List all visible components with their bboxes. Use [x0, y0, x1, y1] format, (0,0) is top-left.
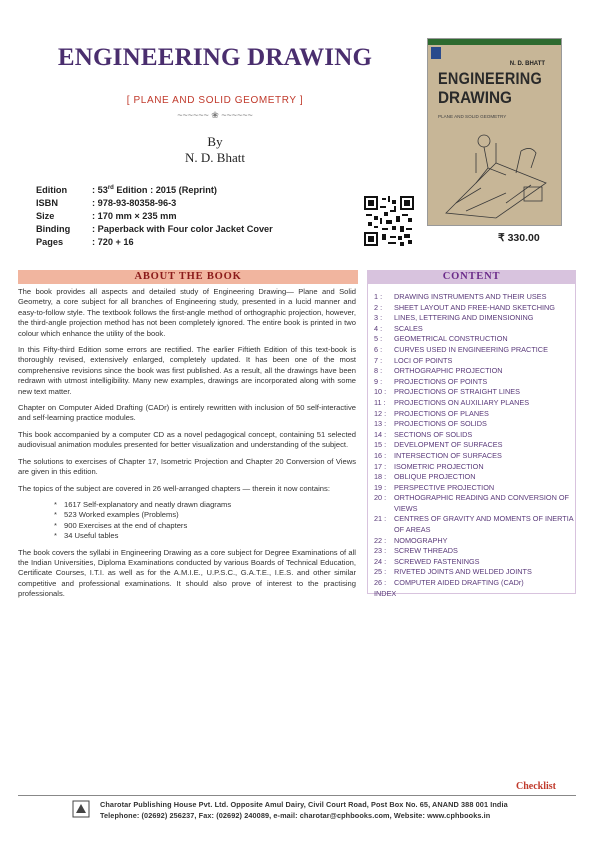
toc-title: SCALES	[394, 323, 423, 333]
spec-label: Size	[36, 211, 55, 221]
list-item	[374, 419, 574, 430]
toc-number: 20 :	[374, 493, 387, 503]
about-paragraph: The topics of the subject are covered in 26 well-arranged chapters — therein it now contains:	[18, 483, 330, 493]
toc-title: INTERSECTION OF SURFACES	[394, 450, 502, 460]
spec-label: Edition	[36, 185, 68, 196]
list-item	[374, 303, 574, 314]
toc-title: ORTHOGRAPHIC PROJECTION	[394, 366, 503, 376]
list-item	[374, 589, 574, 600]
cover-band	[428, 39, 561, 45]
list-item	[374, 567, 574, 578]
toc-number: 22 :	[374, 535, 387, 545]
about-body	[18, 287, 356, 606]
spec-label: Binding	[36, 224, 71, 234]
list-item	[374, 536, 574, 547]
list-item: * 1617 Self-explanatory and neatly drawn diagrams	[54, 500, 356, 510]
book-cover-image	[427, 38, 562, 226]
list-item: * 34 Useful tables	[54, 531, 356, 541]
toc-title: GEOMETRICAL CONSTRUCTION	[394, 334, 508, 344]
toc-number: 1 :	[374, 292, 383, 301]
cover-subtitle: PLANE AND SOLID GEOMETRY	[438, 114, 507, 119]
drafting-illustration-icon	[436, 123, 554, 223]
toc-number: 3 :	[374, 313, 383, 323]
list-item	[374, 398, 574, 409]
toc-title: PROJECTIONS OF SOLIDS	[394, 419, 487, 429]
cover-author: N. D. BHATT	[509, 61, 545, 67]
toc-title: OBLIQUE PROJECTION	[394, 472, 476, 482]
toc-number: 23 :	[374, 546, 387, 556]
spec-pages	[36, 237, 134, 247]
list-item	[374, 345, 574, 356]
spec-label: Pages	[36, 237, 64, 247]
toc-title: ORTHOGRAPHIC READING AND CONVERSION OF VIEWS	[394, 493, 570, 513]
toc-title: DEVELOPMENT OF SURFACES	[394, 440, 503, 450]
list-item	[374, 462, 574, 473]
footer-contact: Telephone: (02692) 256237, Fax: (02692) 240089, e-mail: charotar@cphbooks.com, Website: www.cphbooks.in	[100, 811, 491, 820]
footer-address: Charotar Publishing House Pvt. Ltd. Opposite Amul Dairy, Civil Court Road, Post Box No. 65, ANAND 388 001 India	[100, 800, 508, 809]
toc-number: 7 :	[374, 355, 383, 365]
toc-title: NOMOGRAPHY	[394, 535, 448, 545]
toc-number: 21 :	[374, 514, 387, 524]
by-label: By	[207, 134, 223, 149]
list-item: * 900 Exercises at the end of chapters	[54, 521, 356, 531]
spec-edition	[36, 185, 217, 195]
toc-title: PROJECTIONS OF POINTS	[394, 376, 488, 386]
list-item	[374, 546, 574, 557]
footer-divider	[18, 795, 576, 796]
about-paragraph: In this Fifty-third Edition some errors are rectified. The earlier Fiftieth Edition of this text-book is thoroughly revised, extensively enlarged, completely updated. It has been one of the most comprehensive revisions since the book was first published. As a result, all the drawings have been redrawn with utmost intelligibility. Many new examples, drawings are incorporated along with some new text matter.	[18, 345, 356, 396]
toc-title: PROJECTIONS OF PLANES	[394, 408, 489, 418]
toc-number: 12 :	[374, 408, 387, 418]
about-paragraph: The book covers the syllabi in Engineering Drawing as a core subject for Degree Examinations of all the Indian Universities, Diploma Examinations conducted by various Boards of Technical Education, Certificate Courses, I.T.I. as well as for the A.M.I.E., U.P.S.C., G.A.T.E., I.E.S. and other similar competitive and professional examinations. It should also prove of interest to the practising professionals.	[18, 547, 356, 599]
spec-binding	[36, 224, 273, 234]
toc-number: 15 :	[374, 440, 387, 450]
spec-size	[36, 211, 177, 221]
toc-title: PROJECTIONS OF STRAIGHT LINES	[394, 387, 520, 397]
list-item	[374, 472, 574, 483]
list-item	[374, 292, 574, 303]
spec-value: : 978-93-80358-96-3	[92, 198, 177, 208]
about-heading: ABOUT THE BOOK	[18, 270, 358, 284]
toc-number: 13 :	[374, 419, 387, 429]
toc-title: SCREW THREADS	[394, 546, 458, 556]
toc-title: LOCI OF POINTS	[394, 355, 453, 365]
toc-title: PERSPECTIVE PROJECTION	[394, 482, 495, 492]
toc-number: 5 :	[374, 334, 383, 344]
list-item	[374, 430, 574, 441]
checklist-link[interactable]: Checklist	[516, 781, 556, 792]
list-item	[374, 334, 574, 345]
price: ₹ 330.00	[498, 232, 540, 244]
toc-number: 25 :	[374, 567, 387, 577]
about-paragraph: This book accompanied by a computer CD as a novel pedagogical concept, containing 51 selected audiovisual animation modules presented for better visualization and understanding of the subject.	[18, 429, 356, 450]
list-item	[374, 387, 574, 398]
toc-number: 18 :	[374, 472, 387, 482]
list-item	[374, 409, 574, 420]
toc-number: 14 :	[374, 429, 387, 439]
toc-title: RIVETED JOINTS AND WELDED JOINTS	[394, 567, 532, 577]
toc-number: 19 :	[374, 482, 387, 492]
toc-title: SECTIONS OF SOLIDS	[394, 429, 473, 439]
list-item	[374, 493, 574, 514]
content-heading: CONTENT	[367, 270, 576, 284]
list-item	[374, 451, 574, 462]
book-subtitle: [ PLANE AND SOLID GEOMETRY ]	[126, 95, 304, 106]
about-bullet-list	[54, 500, 356, 542]
toc-number: 10 :	[374, 387, 387, 397]
toc-number: 4 :	[374, 323, 383, 333]
spec-value: : 720 + 16	[92, 237, 134, 247]
cover-title-line1: ENGINEERING	[438, 69, 542, 88]
toc-number: 8 :	[374, 366, 383, 376]
list-item	[374, 377, 574, 388]
about-paragraph: The solutions to exercises of Chapter 17, Isometric Projection and Chapter 20 Conversion of Views are given in this edition.	[18, 456, 356, 477]
ornament-divider: ~~~~~~ ❀ ~~~~~~	[177, 110, 253, 120]
list-item	[374, 578, 574, 589]
toc-number: 24 :	[374, 556, 387, 566]
spec-isbn	[36, 198, 176, 208]
spec-value: : 53rd Edition : 2015 (Reprint)	[92, 185, 217, 196]
spec-value: : 170 mm × 235 mm	[92, 211, 177, 221]
list-item	[374, 483, 574, 494]
list-item	[374, 557, 574, 568]
publisher-logo-icon	[72, 800, 90, 818]
toc-title: LINES, LETTERING AND DIMENSIONING	[394, 313, 534, 323]
list-item	[374, 356, 574, 367]
toc-title: CENTRES OF GRAVITY AND MOMENTS OF INERTIA OF AREAS	[394, 514, 574, 535]
toc-number: 16 :	[374, 450, 387, 460]
toc-number: 11 :	[374, 397, 386, 407]
author-name: N. D. Bhatt	[185, 150, 245, 165]
list-item: * 523 Worked examples (Problems)	[54, 510, 356, 520]
toc-title: SHEET LAYOUT AND FREE-HAND SKETCHING	[394, 302, 555, 312]
publisher-logo-icon	[431, 47, 441, 59]
spec-value: : Paperback with Four color Jacket Cover	[92, 224, 273, 234]
spec-label: ISBN	[36, 198, 58, 208]
toc-number: 17 :	[374, 461, 387, 471]
toc-title: ISOMETRIC PROJECTION	[394, 461, 484, 471]
cover-title-line2: DRAWING	[438, 88, 512, 107]
toc-title: INDEX	[374, 588, 397, 598]
list-item	[374, 514, 574, 535]
toc-title: PROJECTIONS ON AUXILIARY PLANES	[394, 397, 530, 407]
list-item	[374, 366, 574, 377]
toc-title: CURVES USED IN ENGINEERING PRACTICE	[394, 344, 548, 354]
toc-title: COMPUTER AIDED DRAFTING (CADr)	[394, 578, 524, 588]
toc-title: SCREWED FASTENINGS	[394, 556, 480, 566]
toc-title: DRAWING INSTRUMENTS AND THEIR USES	[394, 292, 547, 301]
book-title: ENGINEERING DRAWING	[57, 44, 373, 71]
list-item	[374, 313, 574, 324]
toc-number: 26 :	[374, 578, 387, 588]
about-paragraph: The book provides all aspects and detailed study of Engineering Drawing— Plane and Solid Geometry, a core subject for all branches of Engineering study, presented in a lucid manner and easy-to-follow style. The textbook follows the first-angle method of orthographic projection, however, the third-angle projection method has not been completely ignored. The entire book is printed in two colour which enhance the utility of the book.	[18, 287, 356, 338]
toc-number: 2 :	[374, 302, 383, 312]
list-item	[374, 440, 574, 451]
toc-number: 9 :	[374, 376, 383, 386]
list-item	[374, 324, 574, 335]
about-paragraph: Chapter on Computer Aided Drafting (CADr) is entirely rewritten with inclusion of 50 self-interactive and self-learning practice modules.	[18, 403, 356, 423]
toc-number: 6 :	[374, 344, 383, 354]
table-of-contents	[374, 292, 574, 599]
qr-code-icon[interactable]	[364, 196, 414, 246]
